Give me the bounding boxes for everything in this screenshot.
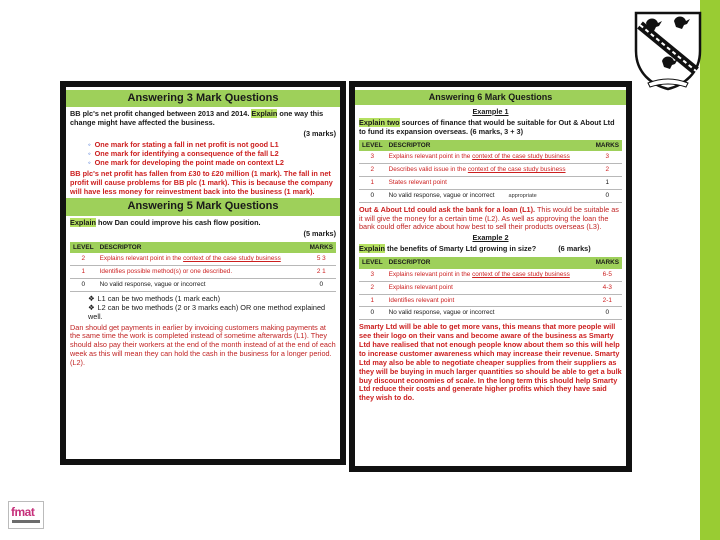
level-cell: 0: [70, 279, 97, 292]
example1-answer-rest: This would be suitable as it will give the money for a certain time (L2). As well as approving the loan the bank could offer advice about how best to sell their products overseas (L3).: [359, 204, 619, 232]
right-worksheet: [349, 81, 632, 472]
table-row: [359, 151, 622, 163]
marks-cell: 5 3: [307, 253, 336, 265]
level-cell: 1: [359, 177, 386, 190]
example2-command-word: Explain: [359, 244, 385, 254]
descriptor-cell: [386, 189, 593, 202]
example2-question: [359, 245, 622, 254]
example2-answer: Smarty Ltd will be able to get more vans, this means that more people will see their logo on their vans and become aware of the business as Smarty Ltd have realised that not enough people know about them so this will help to increase customer awareness which may increase their revenue. Smarty Ltd may also be able to negotiate cheaper supplies from their suppliers as they will be buying in much larger quantities so should be able to get a bulk buy discount economies of scale. In the long term this should help Smarty Ltd reduce their costs and generate higher profits which they have said they wish to do.: [359, 322, 622, 403]
marks-cell: 0: [593, 189, 622, 202]
q5-command-word: Explain: [70, 217, 96, 227]
descriptor-text: Explains relevant point in the: [99, 255, 184, 263]
marks-cell: 1: [593, 177, 622, 190]
descriptor-context: context of the case study business: [183, 255, 281, 263]
descriptor-cell: [386, 294, 593, 307]
q5-question-rest: how Dan could improve his cash flow position.: [97, 217, 261, 227]
table-row: [359, 177, 622, 190]
column-header: LEVEL: [359, 140, 386, 152]
marks-cell: 2 1: [307, 266, 336, 279]
q3-question-text: BB plc's net profit changed between 2013 and 2014.: [70, 109, 250, 119]
marks-cell: 2-1: [593, 294, 622, 307]
table-row: [70, 279, 336, 292]
column-header: LEVEL: [70, 242, 97, 254]
q5-answer: Dan should get payments in earlier by invoicing customers making payments at the same time the work is completed instead of sometime afterwards (L1). They should also pay their workers at the end of the month instead of at the end of each week as this will mean they can hold the cash in the business for a longer period. (L2).: [70, 322, 336, 368]
descriptor-cell: [386, 269, 593, 281]
example2-marks: (6 marks): [558, 244, 591, 254]
level-cell: 1: [70, 266, 97, 279]
descriptor-cell: [386, 164, 593, 177]
q3-marks: (3 marks): [303, 129, 336, 139]
descriptor-text: No valid response, vague or incorrect: [99, 281, 206, 289]
q3-question-rest: one way this change might have affected the business.: [70, 109, 324, 128]
column-header: MARKS: [593, 140, 622, 152]
descriptor-cell: [386, 307, 593, 320]
example1-command-word: Explain two: [359, 117, 400, 127]
level-cell: 2: [359, 281, 386, 294]
descriptor-cell: [97, 253, 307, 265]
q3-mark-scheme: [88, 141, 336, 168]
logo-text: fmat: [11, 505, 35, 519]
handwritten-note: appropriate: [508, 192, 537, 199]
table-row: [70, 266, 336, 279]
table-row: [359, 307, 622, 320]
descriptor-cell: [386, 281, 593, 294]
level-cell: 3: [359, 151, 386, 163]
descriptor-text: Identifies relevant point: [388, 296, 455, 304]
column-header: DESCRIPTOR: [97, 242, 307, 254]
table-row: [359, 269, 622, 281]
left-worksheet: [60, 81, 346, 465]
table-row: [359, 189, 622, 202]
table-row: [359, 281, 622, 294]
list-item: ◦ One mark for developing the point made on context L2: [88, 159, 336, 168]
table-row: [70, 253, 336, 265]
descriptor-cell: [97, 279, 307, 292]
example1-question-rest: sources of finance that would be suitable for Out & About Ltd to fund its expansion overseas. (6 marks, 3 + 3): [359, 117, 615, 136]
descriptor-context: context of the case study business: [467, 166, 566, 174]
descriptor-text: Describes valid issue in the: [388, 166, 468, 174]
descriptor-text: Identifies possible method(s) or one described.: [99, 268, 233, 276]
descriptor-text: Explains relevant point: [388, 283, 453, 291]
level-cell: 0: [359, 189, 386, 202]
list-item: ◦ One mark for stating a fall in net profit is not good L1: [88, 141, 336, 150]
table-row: [359, 294, 622, 307]
q5-marks: (5 marks): [303, 228, 336, 238]
descriptor-cell: [386, 151, 593, 163]
descriptor-text: No valid response, vague or incorrect: [388, 191, 495, 199]
descriptor-text: No valid response, vague or incorrect: [388, 309, 495, 317]
list-item: ❖ L1 can be two methods (1 mark each): [88, 295, 336, 304]
level-cell: 3: [359, 269, 386, 281]
list-item: ❖ L2 can be two methods (2 or 3 marks each) OR one method explained well.: [88, 304, 336, 322]
descriptor-context: context of the case study business: [472, 153, 570, 161]
example1-answer-lead: Out & About Ltd could ask the bank for a loan (L1).: [359, 204, 536, 214]
example2-question-rest: the benefits of Smarty Ltd growing in size?: [386, 244, 537, 254]
marks-cell: 0: [593, 307, 622, 320]
q5-level-table: [70, 242, 336, 292]
example2-heading: Example 2: [472, 233, 509, 243]
example1-level-table: [359, 140, 622, 203]
section-title-6-mark: Answering 6 Mark Questions: [355, 90, 626, 105]
descriptor-context: context of the case study business: [472, 270, 570, 278]
example1-question: [359, 119, 622, 137]
q3-command-word: Explain: [251, 109, 278, 119]
descriptor-text: Explains relevant point in the: [388, 270, 473, 278]
q3-question: [70, 110, 336, 128]
column-header: LEVEL: [359, 257, 386, 269]
descriptor-cell: [97, 266, 307, 279]
marks-cell: 0: [307, 279, 336, 292]
level-cell: 2: [359, 164, 386, 177]
column-header: DESCRIPTOR: [386, 257, 593, 269]
q3-answer: BB plc's net profit has fallen from £30 to £20 million (1 mark). The fall in net profit will cause problems for BB plc (1 mark). This is because the company will have less money for reinvestment back into the business (1 mark).: [70, 168, 333, 196]
descriptor-text: States relevant point: [388, 179, 447, 187]
column-header: DESCRIPTOR: [386, 140, 593, 152]
section-title-3-mark: Answering 3 Mark Questions: [66, 90, 340, 107]
level-cell: 1: [359, 294, 386, 307]
marks-cell: 2: [593, 164, 622, 177]
descriptor-text: Explains relevant point in the: [388, 153, 473, 161]
marks-cell: 6-5: [593, 269, 622, 281]
column-header: MARKS: [307, 242, 336, 254]
example1-heading: Example 1: [472, 106, 509, 116]
section-title-5-mark: Answering 5 Mark Questions: [66, 198, 340, 215]
example1-answer: [359, 206, 622, 233]
level-cell: 0: [359, 307, 386, 320]
school-crest-icon: [632, 9, 704, 92]
table-row: [359, 164, 622, 177]
column-header: MARKS: [593, 257, 622, 269]
marks-cell: 3: [593, 151, 622, 163]
marks-cell: 4-3: [593, 281, 622, 294]
q5-question: [70, 219, 336, 228]
level-cell: 2: [70, 253, 97, 265]
example2-level-table: [359, 257, 622, 320]
descriptor-cell: [386, 177, 593, 190]
logo-subtext-bar: [12, 520, 40, 523]
q5-notes: [88, 295, 336, 322]
fmat-logo: [8, 501, 44, 529]
list-item: ◦ One mark for identifying a consequence of the fall L2: [88, 150, 336, 159]
